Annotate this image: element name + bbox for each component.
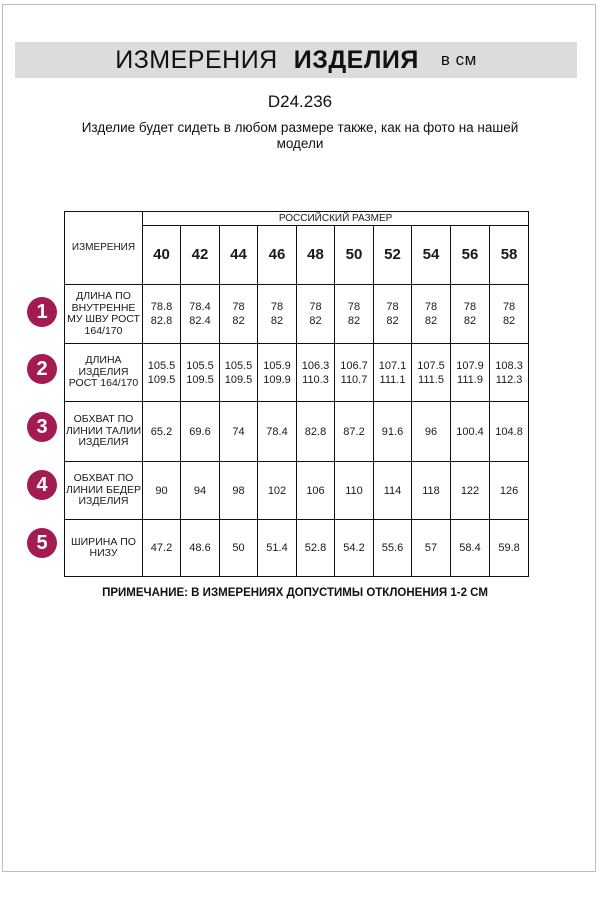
measurement-row bbox=[65, 285, 529, 344]
row-number-badge: 2 bbox=[27, 354, 57, 384]
measurement-label: ОБХВАТ ПО ЛИНИИ БЕДЕР ИЗДЕЛИЯ bbox=[65, 462, 143, 520]
title-bar bbox=[15, 42, 577, 78]
measurement-label: ДЛИНА ИЗДЕЛИЯ РОСТ 164/170 bbox=[65, 344, 143, 402]
measurement-value: 106 bbox=[297, 462, 335, 520]
measurement-value: 69.6 bbox=[181, 402, 220, 462]
size-group-header: РОССИЙСКИЙ РАЗМЕР bbox=[143, 212, 529, 226]
measurement-value: 105.5 109.5 bbox=[181, 344, 220, 402]
measure-header: ИЗМЕРЕНИЯ bbox=[65, 212, 143, 285]
measurement-value: 47.2 bbox=[143, 520, 181, 577]
size-header-cell: 52 bbox=[374, 226, 412, 285]
size-header-cell: 58 bbox=[490, 226, 529, 285]
measurement-value: 78.4 bbox=[258, 402, 297, 462]
size-header-cell: 56 bbox=[451, 226, 490, 285]
fit-note: Изделие будет сидеть в любом размере также, как на фото на нашей модели bbox=[81, 120, 519, 151]
measurement-value: 105.9 109.9 bbox=[258, 344, 297, 402]
size-header-cell: 40 bbox=[143, 226, 181, 285]
measurement-value: 59.8 bbox=[490, 520, 529, 577]
measurement-row bbox=[65, 462, 529, 520]
row-number-badge: 4 bbox=[27, 470, 57, 500]
size-header-cell: 54 bbox=[412, 226, 451, 285]
measurement-value: 98 bbox=[220, 462, 258, 520]
measurement-value: 51.4 bbox=[258, 520, 297, 577]
measurement-value: 52.8 bbox=[297, 520, 335, 577]
measurement-value: 107.1 111.1 bbox=[374, 344, 412, 402]
model-code: D24.236 bbox=[267, 92, 333, 111]
measurement-value: 55.6 bbox=[374, 520, 412, 577]
measurement-value: 110 bbox=[335, 462, 374, 520]
row-number-badge: 3 bbox=[27, 412, 57, 442]
measurement-value: 78 82 bbox=[412, 285, 451, 344]
measurement-value: 78 82 bbox=[220, 285, 258, 344]
measurement-value: 82.8 bbox=[297, 402, 335, 462]
measurement-value: 106.7 110.7 bbox=[335, 344, 374, 402]
measurement-value: 78 82 bbox=[451, 285, 490, 344]
measurement-value: 126 bbox=[490, 462, 529, 520]
measurement-value: 94 bbox=[181, 462, 220, 520]
measurement-value: 78 82 bbox=[335, 285, 374, 344]
measurement-label: ОБХВАТ ПО ЛИНИИ ТАЛИИ ИЗДЕЛИЯ bbox=[65, 402, 143, 462]
measurement-value: 108.3 112.3 bbox=[490, 344, 529, 402]
measurement-row bbox=[65, 402, 529, 462]
measurement-value: 107.5 111.5 bbox=[412, 344, 451, 402]
measurement-value: 78.8 82.8 bbox=[143, 285, 181, 344]
measurement-value: 78 82 bbox=[258, 285, 297, 344]
measurement-value: 122 bbox=[451, 462, 490, 520]
size-header-cell: 48 bbox=[297, 226, 335, 285]
measurement-row bbox=[65, 520, 529, 577]
measurement-value: 100.4 bbox=[451, 402, 490, 462]
row-number-badge: 1 bbox=[27, 297, 57, 327]
size-header-cell: 46 bbox=[258, 226, 297, 285]
measurement-value: 114 bbox=[374, 462, 412, 520]
measurement-value: 65.2 bbox=[143, 402, 181, 462]
measurement-row bbox=[65, 344, 529, 402]
measurement-value: 107.9 111.9 bbox=[451, 344, 490, 402]
measurement-value: 105.5 109.5 bbox=[143, 344, 181, 402]
measurement-value: 48.6 bbox=[181, 520, 220, 577]
measurement-value: 54.2 bbox=[335, 520, 374, 577]
measurement-value: 118 bbox=[412, 462, 451, 520]
measurement-value: 78 82 bbox=[490, 285, 529, 344]
measurement-value: 87.2 bbox=[335, 402, 374, 462]
measurement-value: 78.4 82.4 bbox=[181, 285, 220, 344]
measurement-value: 91.6 bbox=[374, 402, 412, 462]
measurement-value: 50 bbox=[220, 520, 258, 577]
measurement-value: 58.4 bbox=[451, 520, 490, 577]
row-number-badge: 5 bbox=[27, 528, 57, 558]
size-header-cell: 42 bbox=[181, 226, 220, 285]
measurement-value: 105.5 109.5 bbox=[220, 344, 258, 402]
measurement-value: 106.3 110.3 bbox=[297, 344, 335, 402]
title-unit: в см bbox=[440, 50, 477, 69]
tolerance-note: ПРИМЕЧАНИЕ: В ИЗМЕРЕНИЯХ ДОПУСТИМЫ ОТКЛОНЕНИЯ 1-2 СМ bbox=[102, 587, 488, 599]
title-word-measurements: ИЗМЕРЕНИЯ bbox=[115, 45, 278, 74]
size-header-cell: 44 bbox=[220, 226, 258, 285]
measurement-value: 78 82 bbox=[374, 285, 412, 344]
measurement-value: 96 bbox=[412, 402, 451, 462]
measurement-value: 104.8 bbox=[490, 402, 529, 462]
size-header-cell: 50 bbox=[335, 226, 374, 285]
size-chart-table bbox=[64, 211, 529, 577]
measurement-value: 74 bbox=[220, 402, 258, 462]
measurement-label: ДЛИНА ПО ВНУТРЕННЕ МУ ШВУ РОСТ 164/170 bbox=[65, 285, 143, 344]
measurement-value: 57 bbox=[412, 520, 451, 577]
measurement-value: 78 82 bbox=[297, 285, 335, 344]
measurement-label: ШИРИНА ПО НИЗУ bbox=[65, 520, 143, 577]
measurement-value: 102 bbox=[258, 462, 297, 520]
measurement-value: 90 bbox=[143, 462, 181, 520]
title-word-product: ИЗДЕЛИЯ bbox=[293, 45, 419, 74]
